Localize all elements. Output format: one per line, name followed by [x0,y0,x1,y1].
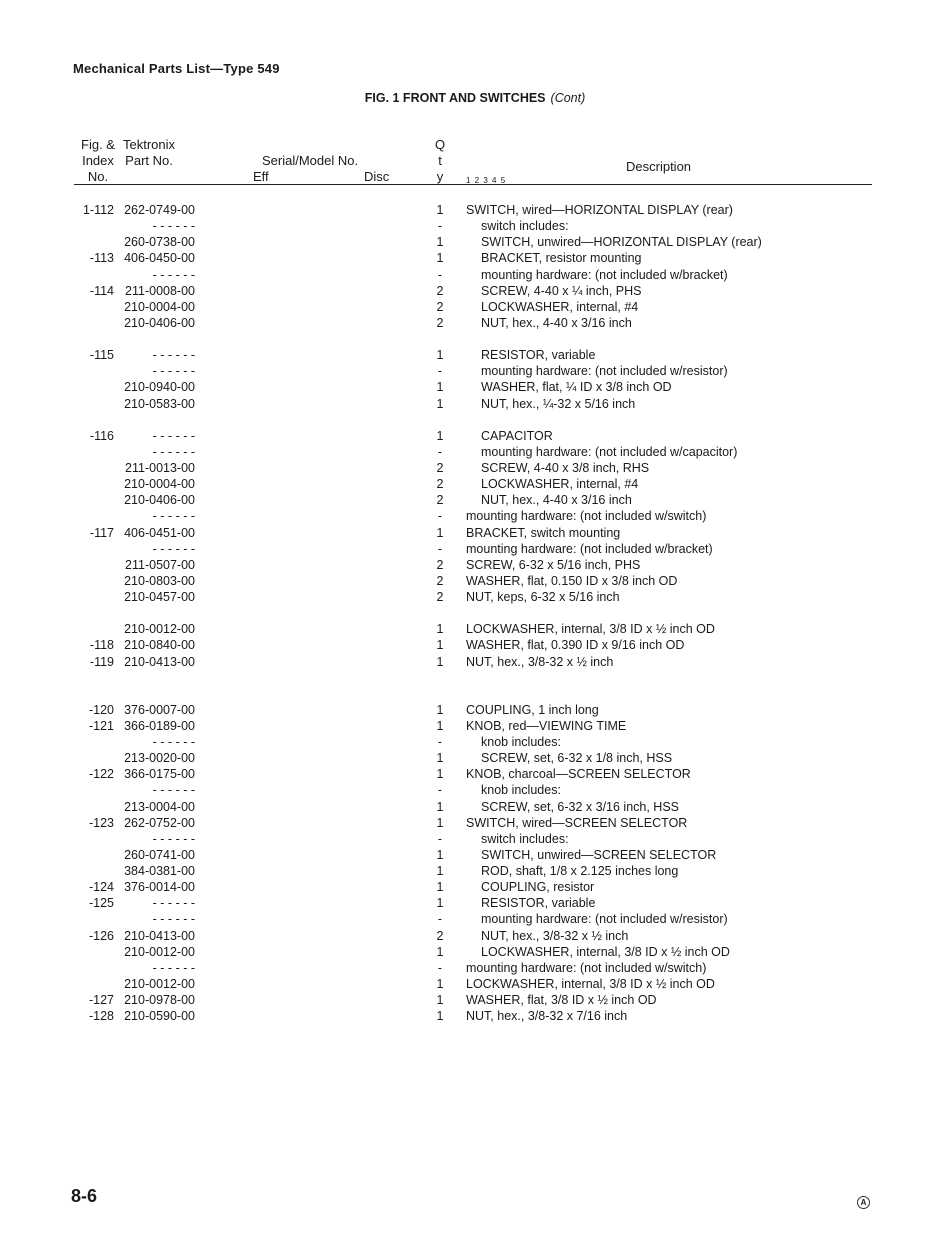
description-cell: mounting hardware: (not included w/resistor) [481,364,728,379]
part-number-cell: - - - - - - [152,428,195,443]
table-row [0,944,950,960]
table-row [0,718,950,734]
quantity-cell: 1 [436,428,444,443]
quantity-cell: 1 [436,993,444,1008]
quantity-cell: 1 [436,396,444,411]
description-cell: SWITCH, wired—SCREEN SELECTOR [466,815,688,830]
table-row [0,525,950,541]
quantity-cell: 1 [436,203,444,217]
description-cell: NUT, hex., 3/8-32 x ½ inch [466,654,614,669]
description-cell: NUT, hex., 4-40 x 3/16 inch [481,493,632,508]
part-number-cell: 406-0451-00 [124,525,195,540]
description-cell: RESISTOR, variable [481,896,596,911]
fig-index-cell: -121 [88,718,114,733]
table-row [0,589,950,605]
description-cell: COUPLING, 1 inch long [466,702,599,717]
table-row [0,799,950,815]
description-cell: mounting hardware: (not included w/switch) [466,509,707,524]
part-number-cell: - - - - - - [152,912,195,927]
quantity-cell: 2 [436,928,444,943]
table-row [0,621,950,637]
part-number-cell: 210-0012-00 [124,944,195,959]
description-cell: WASHER, flat, 3/8 ID x ½ inch OD [466,993,657,1008]
part-number-cell: 366-0175-00 [124,767,195,782]
quantity-cell: 1 [436,702,444,717]
description-cell: LOCKWASHER, internal, #4 [481,299,639,314]
description-cell: LOCKWASHER, internal, 3/8 ID x ½ inch OD [466,977,715,992]
part-number-cell: - - - - - - [152,509,195,524]
quantity-cell: 1 [436,718,444,733]
description-cell: mounting hardware: (not included w/switch) [466,960,707,975]
quantity-cell: 1 [436,525,444,540]
quantity-cell: 1 [436,767,444,782]
header-description: Description [626,159,692,174]
part-number-cell: 376-0014-00 [124,880,195,895]
quantity-cell: 2 [436,573,444,588]
description-cell: SWITCH, unwired—HORIZONTAL DISPLAY (rear) [481,235,762,250]
quantity-cell: - [437,734,443,749]
part-number-cell: 211-0013-00 [125,460,195,475]
part-number-cell: 210-0413-00 [124,928,195,943]
part-number-cell: 210-0004-00 [124,299,195,314]
table-row [0,766,950,782]
part-number-cell: 211-0507-00 [125,557,195,572]
row-spacer [0,412,950,428]
quantity-cell: 1 [436,622,444,637]
description-cell: SCREW, 4-40 x ¼ inch, PHS [481,283,642,298]
table-row [0,379,950,395]
description-cell: ROD, shaft, 1/8 x 2.125 inches long [481,864,679,879]
page-heading: Mechanical Parts List—Type 549 [73,61,280,76]
description-cell: SCREW, set, 6-32 x 1/8 inch, HSS [481,751,673,766]
part-number-cell: - - - - - - [152,896,195,911]
quantity-cell: 1 [436,654,444,669]
description-cell: RESISTOR, variable [481,348,596,363]
quantity-cell: 2 [436,315,444,330]
quantity-cell: 2 [436,590,444,605]
part-number-cell: 210-0012-00 [124,977,195,992]
quantity-cell: - [437,444,443,459]
table-row [0,347,950,363]
table-row [0,541,950,557]
description-cell: SWITCH, unwired—SCREEN SELECTOR [481,847,717,862]
part-number-cell: - - - - - - [152,444,195,459]
table-row [0,396,950,412]
header-disc: Disc [364,169,390,184]
part-number-cell: 213-0020-00 [124,751,195,766]
quantity-cell: - [437,267,443,282]
description-cell: mounting hardware: (not included w/resistor) [481,912,728,927]
description-cell: LOCKWASHER, internal, 3/8 ID x ½ inch OD [481,944,730,959]
table-row [0,363,950,379]
quantity-cell: 1 [436,799,444,814]
table-row [0,1008,950,1024]
part-number-cell: 211-0008-00 [125,283,195,298]
description-cell: CAPACITOR [481,428,553,443]
row-spacer [0,605,950,621]
part-number-cell: 262-0749-00 [124,203,195,217]
table-row [0,250,950,266]
table-row [0,782,950,798]
description-cell: mounting hardware: (not included w/bracket) [481,267,728,282]
description-cell: WASHER, flat, 0.150 ID x 3/8 inch OD [466,573,678,588]
quantity-cell: - [437,364,443,379]
part-number-cell: - - - - - - [152,783,195,798]
quantity-cell: - [437,912,443,927]
quantity-cell: 2 [436,283,444,298]
quantity-cell: 1 [436,944,444,959]
table-row [0,734,950,750]
description-cell: NUT, keps, 6-32 x 5/16 inch [466,590,620,605]
quantity-cell: 1 [436,847,444,862]
table-row [0,460,950,476]
description-cell: mounting hardware: (not included w/bracket) [466,541,713,556]
header-rule [74,184,872,185]
part-number-cell: 210-0012-00 [124,622,195,637]
table-row [0,299,950,315]
quantity-cell: 1 [436,1009,444,1024]
row-spacer [0,686,950,702]
table-row [0,492,950,508]
quantity-cell: 1 [436,235,444,250]
figure-title-cont: (Cont) [550,91,586,105]
header-fig-index: Fig. & Index No. [81,137,115,184]
figure-title [0,91,950,105]
part-number-cell: 213-0004-00 [124,799,195,814]
description-cell: mounting hardware: (not included w/capacitor) [481,444,738,459]
fig-index-cell: -113 [89,251,114,266]
header-serial-model: Serial/Model No. [262,153,359,168]
part-number-cell: - - - - - - [152,364,195,379]
fig-index-cell: -117 [89,525,114,540]
table-row [0,928,950,944]
fig-index-cell: -123 [88,815,114,830]
table-row [0,444,950,460]
fig-index-cell: -118 [89,638,114,653]
quantity-cell: - [437,960,443,975]
fig-index-cell: 1-112 [82,203,114,217]
table-row [0,267,950,283]
description-cell: SCREW, 4-40 x 3/8 inch, RHS [481,460,650,475]
part-number-cell: 366-0189-00 [124,718,195,733]
part-number-cell: 210-0004-00 [124,477,195,492]
part-number-cell: 260-0738-00 [124,235,195,250]
part-number-cell: 210-0803-00 [124,573,195,588]
part-number-cell: 210-0583-00 [124,396,195,411]
quantity-cell: 1 [436,896,444,911]
fig-index-cell: -128 [88,1009,114,1024]
quantity-cell: 2 [436,493,444,508]
table-row [0,557,950,573]
fig-index-cell: -116 [89,428,114,443]
quantity-cell: 1 [436,348,444,363]
description-cell: NUT, hex., 4-40 x 3/16 inch [481,315,632,330]
quantity-cell: 1 [436,864,444,879]
quantity-cell: - [437,831,443,846]
fig-index-cell: -120 [88,702,114,717]
part-number-cell: 210-0940-00 [124,380,195,395]
quantity-cell: 1 [436,251,444,266]
quantity-cell: 2 [436,477,444,492]
table-row [0,992,950,1008]
part-number-cell: 384-0381-00 [124,864,195,879]
table-row [0,283,950,299]
description-cell: WASHER, flat, 0.390 ID x 9/16 inch OD [466,638,685,653]
quantity-cell: 1 [436,977,444,992]
table-row [0,879,950,895]
description-cell: KNOB, red—VIEWING TIME [466,718,627,733]
fig-index-cell: -122 [88,767,114,782]
description-cell: knob includes: [481,734,561,749]
description-cell: KNOB, charcoal—SCREEN SELECTOR [466,767,691,782]
part-number-cell: - - - - - - [152,267,195,282]
description-cell: SWITCH, wired—HORIZONTAL DISPLAY (rear) [466,203,733,217]
description-cell: switch includes: [481,219,569,234]
description-cell: WASHER, flat, ¼ ID x 3/8 inch OD [481,380,672,395]
fig-index-cell: -125 [88,896,114,911]
header-indent-levels: 1 2 3 4 5 [466,176,507,185]
quantity-cell: 2 [436,460,444,475]
description-cell: SCREW, set, 6-32 x 3/16 inch, HSS [481,799,679,814]
table-row [0,476,950,492]
quantity-cell: - [437,783,443,798]
table-row [0,573,950,589]
part-number-cell: 260-0741-00 [124,847,195,862]
table-row [0,895,950,911]
row-spacer [0,331,950,347]
table-row [0,315,950,331]
part-number-cell: 210-0978-00 [124,993,195,1008]
quantity-cell: 2 [436,299,444,314]
description-cell: NUT, hex., ¼-32 x 5/16 inch [481,396,636,411]
fig-index-cell: -124 [88,880,114,895]
part-number-cell: 262-0752-00 [124,815,195,830]
fig-index-cell: -115 [89,348,114,363]
part-number-cell: - - - - - - [152,348,195,363]
table-row [0,976,950,992]
quantity-cell: 1 [436,880,444,895]
table-row [0,847,950,863]
quantity-cell: 1 [436,815,444,830]
table-row [0,654,950,670]
publisher-mark: A [857,1196,870,1209]
quantity-cell: 1 [436,380,444,395]
parts-list [0,202,950,1024]
table-row [0,428,950,444]
table-row [0,508,950,524]
figure-title-text: FIG. 1 FRONT AND SWITCHES [364,91,546,105]
part-number-cell: 210-0406-00 [124,493,195,508]
table-row [0,863,950,879]
quantity-cell: 1 [436,638,444,653]
description-cell: SCREW, 6-32 x 5/16 inch, PHS [466,557,641,572]
header-eff: Eff [253,169,269,184]
quantity-cell: 2 [436,557,444,572]
table-row [0,815,950,831]
description-cell: NUT, hex., 3/8-32 x 7/16 inch [466,1009,628,1024]
table-row [0,702,950,718]
page-number: 8-6 [71,1186,98,1206]
quantity-cell: - [437,219,443,234]
part-number-cell: 210-0457-00 [124,590,195,605]
header-qty: Q t y [434,137,446,184]
part-number-cell: 406-0450-00 [124,251,195,266]
fig-index-cell: -114 [89,283,114,298]
quantity-cell: 1 [436,751,444,766]
quantity-cell: - [437,541,443,556]
description-cell: switch includes: [481,831,569,846]
table-row [0,637,950,653]
description-cell: LOCKWASHER, internal, 3/8 ID x ½ inch OD [466,622,715,637]
description-cell: COUPLING, resistor [481,880,595,895]
description-cell: LOCKWASHER, internal, #4 [481,477,639,492]
part-number-cell: 210-0406-00 [124,315,195,330]
part-number-cell: 210-0590-00 [124,1009,195,1024]
fig-index-cell: -119 [89,654,114,669]
part-number-cell: - - - - - - [152,960,195,975]
fig-index-cell: -127 [88,993,114,1008]
description-cell: NUT, hex., 3/8-32 x ½ inch [481,928,629,943]
part-number-cell: 210-0413-00 [124,654,195,669]
table-row [0,831,950,847]
part-number-cell: 210-0840-00 [124,638,195,653]
header-part-no: Tektronix Part No. [123,137,176,168]
part-number-cell: - - - - - - [152,734,195,749]
fig-index-cell: -126 [88,928,114,943]
row-spacer [0,670,950,686]
table-row [0,911,950,927]
table-row [0,960,950,976]
description-cell: BRACKET, switch mounting [466,525,621,540]
table-row [0,202,950,218]
description-cell: BRACKET, resistor mounting [481,251,642,266]
part-number-cell: 376-0007-00 [124,702,195,717]
table-row [0,234,950,250]
quantity-cell: - [437,509,443,524]
table-row [0,750,950,766]
description-cell: knob includes: [481,783,561,798]
part-number-cell: - - - - - - [152,831,195,846]
part-number-cell: - - - - - - [152,219,195,234]
part-number-cell: - - - - - - [152,541,195,556]
table-row [0,218,950,234]
